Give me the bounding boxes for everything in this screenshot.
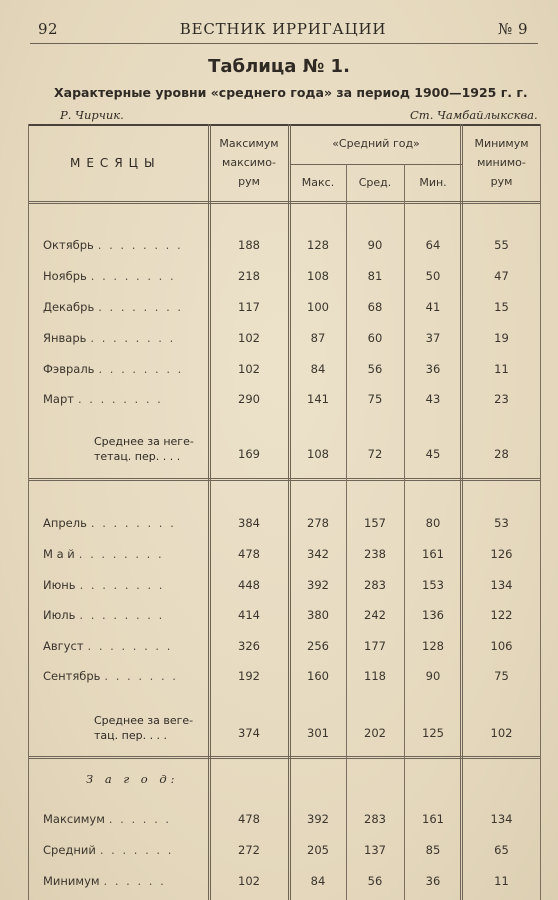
table-row (28, 392, 541, 412)
value-cell: 80 (425, 516, 441, 530)
value-cell: 478 (238, 547, 260, 561)
table-row (28, 300, 541, 320)
table-row (28, 547, 541, 567)
table-row (28, 812, 541, 832)
value-cell: 192 (238, 669, 260, 683)
issue-number: № 9 (497, 20, 528, 38)
row-label (43, 874, 166, 888)
row-label (43, 812, 171, 826)
value-cell: 85 (425, 843, 441, 857)
month-name: Фэвраль (43, 362, 95, 376)
table-row (28, 608, 541, 628)
table-row (28, 331, 541, 351)
month-name: Июль (43, 608, 76, 622)
summary-label-line-2: тац. пер. . . . (94, 729, 168, 742)
value-cell: 384 (238, 516, 260, 530)
value-cell: 238 (364, 547, 386, 561)
value-cell: 478 (238, 812, 260, 826)
leader-dots: . . . . . . . . (97, 238, 183, 252)
value-cell: 278 (307, 516, 329, 530)
table-row (28, 843, 541, 863)
leader-dots: . . . . . . . . (90, 269, 176, 283)
section-divider-2 (28, 756, 541, 759)
value-cell: 15 (494, 300, 509, 314)
value-cell: 90 (425, 669, 441, 683)
summary-label-line-1: Среднее за неге- (94, 435, 194, 448)
value-cell: 290 (238, 392, 260, 406)
leader-dots: . . . . . . (108, 812, 172, 826)
value-cell: 128 (422, 639, 444, 653)
summary-value-cell: 108 (307, 447, 329, 461)
summary-row (28, 726, 541, 746)
summary-value-cell: 169 (238, 447, 260, 461)
leader-dots: . . . . . . . . (98, 362, 184, 376)
value-cell: 414 (238, 608, 260, 622)
value-cell: 128 (307, 238, 329, 252)
table-row (28, 578, 541, 598)
header-min-line-2: минимо- (477, 156, 526, 169)
value-cell: 41 (425, 300, 441, 314)
value-cell: 137 (364, 843, 386, 857)
table-row (28, 874, 541, 894)
value-cell: 160 (307, 669, 329, 683)
table-row (28, 669, 541, 689)
table-row (28, 269, 541, 289)
leader-dots: . . . . . . . . (98, 300, 184, 314)
value-cell: 153 (422, 578, 444, 592)
header-bottom-rule (28, 201, 541, 204)
station-name: Ст. Чамбайлыксква. (410, 108, 538, 122)
summary-value-cell: 301 (307, 726, 329, 740)
header-max-line-2: максимо- (222, 156, 276, 169)
table-row (28, 238, 541, 258)
value-cell: 50 (425, 269, 441, 283)
section-divider-1 (28, 478, 541, 481)
value-cell: 75 (367, 392, 383, 406)
value-cell: 283 (364, 578, 386, 592)
value-cell: 392 (307, 812, 329, 826)
value-cell: 326 (238, 639, 260, 653)
levels-table (28, 124, 541, 900)
value-cell: 68 (367, 300, 383, 314)
leader-dots: . . . . . . . . (79, 608, 165, 622)
value-cell: 108 (307, 269, 329, 283)
value-cell: 11 (494, 362, 509, 376)
running-head (38, 20, 528, 40)
month-name: Октябрь (43, 238, 94, 252)
summary-row (28, 447, 541, 467)
value-cell: 23 (494, 392, 509, 406)
value-cell: 392 (307, 578, 329, 592)
row-label (43, 669, 178, 683)
value-cell: 448 (238, 578, 260, 592)
header-average-year: «Средний год» (332, 137, 420, 150)
value-cell: 134 (490, 812, 513, 826)
value-cell: 55 (494, 238, 509, 252)
month-name: Максимум (43, 812, 105, 826)
header-months: МЕСЯЦЫ (70, 156, 161, 170)
month-name: Сентябрь (43, 669, 101, 683)
leader-dots: . . . . . . . (99, 843, 174, 857)
table-subtitle: Характерные уровни «среднего года» за период 1900—1925 г. г. (54, 85, 528, 100)
group-header-rule (290, 164, 462, 165)
header-max-line-3: рум (238, 175, 260, 188)
year-section-label: З а г о д: (86, 772, 179, 786)
value-cell: 106 (490, 639, 513, 653)
month-name: М а й (43, 547, 75, 561)
month-name: Минимум (43, 874, 100, 888)
row-label (43, 238, 183, 252)
leader-dots: . . . . . . . . (78, 547, 164, 561)
month-name: Январь (43, 331, 87, 345)
value-cell: 36 (425, 874, 441, 888)
value-cell: 65 (494, 843, 509, 857)
row-label (43, 516, 176, 530)
value-cell: 205 (307, 843, 329, 857)
row-label (43, 269, 176, 283)
value-cell: 161 (422, 547, 444, 561)
value-cell: 126 (490, 547, 513, 561)
value-cell: 11 (494, 874, 509, 888)
value-cell: 157 (364, 516, 386, 530)
row-label (43, 578, 164, 592)
row-label (43, 362, 183, 376)
river-name: Р. Чирчик. (60, 108, 124, 122)
header-min-line-1: Минимум (474, 137, 529, 150)
value-cell: 117 (238, 300, 260, 314)
value-cell: 53 (494, 516, 509, 530)
leader-dots: . . . . . . . . (90, 516, 176, 530)
value-cell: 90 (367, 238, 383, 252)
value-cell: 56 (367, 362, 383, 376)
table-row (28, 639, 541, 659)
value-cell: 84 (310, 874, 326, 888)
value-cell: 218 (238, 269, 260, 283)
row-label (43, 843, 173, 857)
value-cell: 84 (310, 362, 326, 376)
month-name: Средний (43, 843, 96, 857)
value-cell: 56 (367, 874, 383, 888)
value-cell: 161 (422, 812, 444, 826)
summary-label-line-1: Среднее за веге- (94, 714, 194, 727)
value-cell: 43 (425, 392, 441, 406)
month-name: Ноябрь (43, 269, 87, 283)
header-rule (30, 43, 538, 44)
value-cell: 47 (494, 269, 509, 283)
value-cell: 19 (494, 331, 509, 345)
table-row (28, 362, 541, 382)
header-min: Мин. (419, 176, 447, 189)
value-cell: 75 (494, 669, 509, 683)
summary-label-line-2: тетац. пер. . . . (94, 450, 181, 463)
header-min-of-min (462, 134, 541, 191)
summary-value-cell: 102 (490, 726, 513, 740)
value-cell: 342 (307, 547, 329, 561)
summary-value-cell: 202 (364, 726, 386, 740)
value-cell: 272 (238, 843, 260, 857)
value-cell: 60 (367, 331, 383, 345)
journal-title: ВЕСТНИК ИРРИГАЦИИ (179, 20, 387, 38)
header-max-line-1: Максимум (219, 137, 279, 150)
value-cell: 102 (238, 362, 260, 376)
value-cell: 122 (490, 608, 513, 622)
summary-value-cell: 45 (425, 447, 441, 461)
month-name: Апрель (43, 516, 87, 530)
leader-dots: . . . . . . . . (87, 639, 173, 653)
value-cell: 380 (307, 608, 329, 622)
row-label (43, 300, 183, 314)
value-cell: 64 (425, 238, 441, 252)
value-cell: 242 (364, 608, 386, 622)
header-mid: Сред. (358, 176, 392, 189)
page-number: 92 (38, 20, 59, 38)
value-cell: 87 (310, 331, 326, 345)
value-cell: 37 (425, 331, 441, 345)
row-label (43, 547, 164, 561)
leader-dots: . . . . . . . . (77, 392, 163, 406)
value-cell: 256 (307, 639, 329, 653)
value-cell: 81 (367, 269, 383, 283)
summary-value-cell: 72 (367, 447, 383, 461)
month-name: Август (43, 639, 84, 653)
value-cell: 102 (238, 331, 260, 345)
value-cell: 141 (307, 392, 329, 406)
month-name: Март (43, 392, 74, 406)
leader-dots: . . . . . . . . (79, 578, 165, 592)
value-cell: 188 (238, 238, 260, 252)
value-cell: 283 (364, 812, 386, 826)
row-label (43, 608, 164, 622)
leader-dots: . . . . . . (103, 874, 166, 888)
table-title: Таблица № 1. (208, 56, 350, 77)
row-label (43, 331, 175, 345)
value-cell: 177 (364, 639, 386, 653)
leader-dots: . . . . . . . . (90, 331, 176, 345)
value-cell: 136 (422, 608, 444, 622)
row-label (43, 392, 163, 406)
header-max: Макс. (301, 176, 335, 189)
summary-value-cell: 125 (422, 726, 444, 740)
row-label (43, 639, 172, 653)
summary-value-cell: 374 (238, 726, 260, 740)
leader-dots: . . . . . . . (104, 669, 178, 683)
month-name: Июнь (43, 578, 76, 592)
value-cell: 36 (425, 362, 441, 376)
value-cell: 118 (364, 669, 386, 683)
value-cell: 102 (238, 874, 260, 888)
table-row (28, 516, 541, 536)
month-name: Декабрь (43, 300, 95, 314)
header-min-line-3: рум (490, 175, 513, 188)
header-max-of-max (210, 134, 288, 191)
summary-value-cell: 28 (494, 447, 509, 461)
value-cell: 134 (490, 578, 513, 592)
value-cell: 100 (307, 300, 329, 314)
table-top-rule (28, 124, 541, 126)
